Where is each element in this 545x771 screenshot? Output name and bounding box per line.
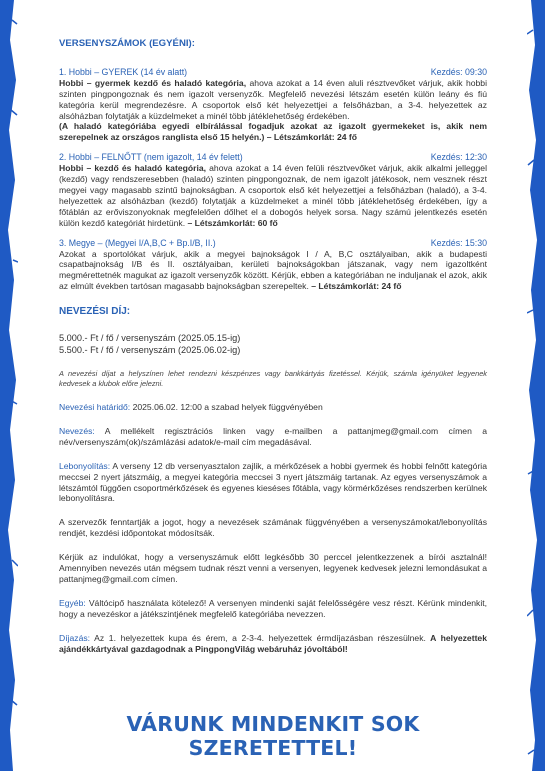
section-description: Azokat a sportolókat várjuk, akik a megyei bajnokságok I / A, B,C osztályaiban, akik a budapesti csapatbajnokság I/B és II. osztályaiban, kerületi bajnokságokban játszanak, vagy nem igazoltként megmérettetnék magukat az igazolt versenyzők között. Kérjük, ebben a kategóriában ne induljanak el azok, akik az elmúlt években tartósan magasabb bajnokságban szerepeltek. xyxy=(59,248,487,292)
rights-paragraph: A szervezők fenntartják a jogot, hogy a nevezések számának függvényében a versenyszámokat/lebonyolítás rendjét, kezdési időpontokat módosítsák. xyxy=(59,517,487,539)
entry-paragraph xyxy=(59,426,487,448)
start-time: Kezdés: 15:30 xyxy=(430,237,487,248)
section-body xyxy=(59,163,487,228)
section-header xyxy=(59,238,487,249)
awards-text: Az 1. helyezettek kupa és érem, a 2-3-4. helyezettek érmdíjazásban részesülnek. xyxy=(90,632,426,643)
section-header xyxy=(59,67,487,78)
awards-label: Díjazás: xyxy=(59,632,91,643)
misc-text: Váltócipő használata kötelező! A versenyen mindenki saját felelősségére vesz részt. Kérünk mindenkit, hogy a nevezéskor a játékszintjének megfelelő kategóriába nevezzen. xyxy=(59,597,487,619)
fee-line-early: 5.000.- Ft / fő / versenyszám (2025.05.15-ig) xyxy=(59,333,241,344)
start-time: Kezdés: 12:30 xyxy=(430,152,487,163)
awards-paragraph xyxy=(59,633,487,655)
left-brush-border xyxy=(0,0,18,771)
section-note: (A haladó kategóriába egyedi elbírálással fogadjuk azokat az igazolt gyermekeket is, akik nem szerepelnek az országos ranglista első 15 helyén.) – Létszámkorlát: 24 fő xyxy=(59,121,487,143)
fee-line-late: 5.500.- Ft / fő / versenyszám (2025.06.02-ig) xyxy=(59,345,241,356)
deadline-text: 2025.06.02. 12:00 a szabad helyek függvényében xyxy=(130,402,323,413)
section-description: ahova azokat a 14 éven felüli résztvevőket várjuk, akik alkalmi jelleggel (kezdő) vagy rendszeresebben (haladó) szinten pingpongoznak, de nem igazolt játékosok, nem vesznek részt megyei vagy magasabb szintű bajnokságban. A csoportok első két helyezettjei a felsőházban (haladó), a 3-4. helyezettek az alsóházban (kezdő) folytatják a küzdelmeket a minél több játéklehetőség érdekében, így a főtáblán az erőviszonyoknak megfelelően dőlhet el a dobogós helyek sorsa. Nagy számú jelentkezés esetén külön kezdő kategóriát hirdetünk. xyxy=(59,163,487,228)
category-name: Hobbi – kezdő és haladó kategória, xyxy=(59,163,207,174)
deadline-label: Nevezési határidő: xyxy=(59,402,131,413)
events-heading: VERSENYSZÁMOK (EGYÉNI): xyxy=(59,38,195,49)
section-body xyxy=(59,78,487,122)
entry-label: Nevezés: xyxy=(59,425,95,436)
awards-sponsor: A helyezettek ajándékkártyával gazdagodnak a PingpongVilág webáruház jóvoltából! xyxy=(59,632,487,654)
flyer-content xyxy=(59,39,487,655)
section-description: ahova azokat a 14 éven aluli résztvevőket várjuk, akik hobbi szinten pingpongoznak és nem igazolt versenyzők. Megfelelő nevezési létszám esetén külön leány és fiú kategória kerül megrendezésre. A csoportok első két helyezettjei a felsőházban, a 3-4. helyezettek az alsóházban folytatják a küzdelmeket a minél több játéklehetőség érdekében. xyxy=(59,77,487,121)
misc-label: Egyéb: xyxy=(59,597,86,608)
conduct-label: Lebonyolítás: xyxy=(59,460,111,471)
closing-slogan: VÁRUNK MINDENKIT SOK SZERETETTEL! xyxy=(126,712,420,760)
section-child xyxy=(59,67,487,143)
conduct-text: A verseny 12 db versenyasztalon zajlik, a mérkőzések a hobbi gyermek és hobbi felnőtt kategória meccsei 2 nyert játszmáig, a megyei kategória meccsei 3 nyert játszmáig tartanak. Az egyes versenyszámok a létszámtól függően csoportmérkőzések és egyenes kieséses főtábla, vagy körmérkőzéses rendszerben kerülnek lebonyolításra. xyxy=(59,460,487,504)
section-adult xyxy=(59,152,487,228)
misc-paragraph xyxy=(59,598,487,620)
category-name: Hobbi – gyermek kezdő és haladó kategória, xyxy=(59,77,247,88)
entry-text: A mellékelt regisztrációs linken vagy e-mailben a pattanjmeg@gmail.com címen a név/versenyszám(ok)/számlázási adatok/e-mail cím megadásával. xyxy=(59,425,487,447)
payment-note: A nevezési díjat a helyszínen lehet rendezni készpénzes vagy bankkártyás fizetéssel. Kérjük, számla igényüket legyenek kedvesek a klubok előre jelezni. xyxy=(59,369,487,389)
start-time: Kezdés: 09:30 xyxy=(430,66,487,77)
section-body xyxy=(59,249,487,293)
capacity-limit: – Létszámkorlát: 24 fő xyxy=(308,281,402,292)
section-title: 2. Hobbi – FELNŐTT (nem igazolt, 14 év felett) xyxy=(59,152,243,163)
right-brush-border xyxy=(527,0,545,771)
section-title: 3. Megye – (Megyei I/A,B,C + Bp.I/B, II.) xyxy=(59,237,216,248)
section-county xyxy=(59,238,487,293)
fee-heading: NEVEZÉSI DÍJ: xyxy=(59,306,131,318)
deadline-paragraph xyxy=(59,402,487,413)
conduct-paragraph xyxy=(59,461,487,505)
capacity-limit: – Létszámkorlát: 60 fő xyxy=(185,217,278,228)
section-header xyxy=(59,152,487,163)
arrival-paragraph: Kérjük az indulókat, hogy a versenyszámuk előtt legkésőbb 30 perccel jelentkezzenek a bírói asztalnál! Amennyiben nevezés után mégsem tudnak részt venni a versenyen, legyenek kedvesek jelezni lemondásukat a pattanjmeg@gmail.com címen. xyxy=(59,552,487,584)
section-title: 1. Hobbi – GYEREK (14 év alatt) xyxy=(59,66,188,77)
